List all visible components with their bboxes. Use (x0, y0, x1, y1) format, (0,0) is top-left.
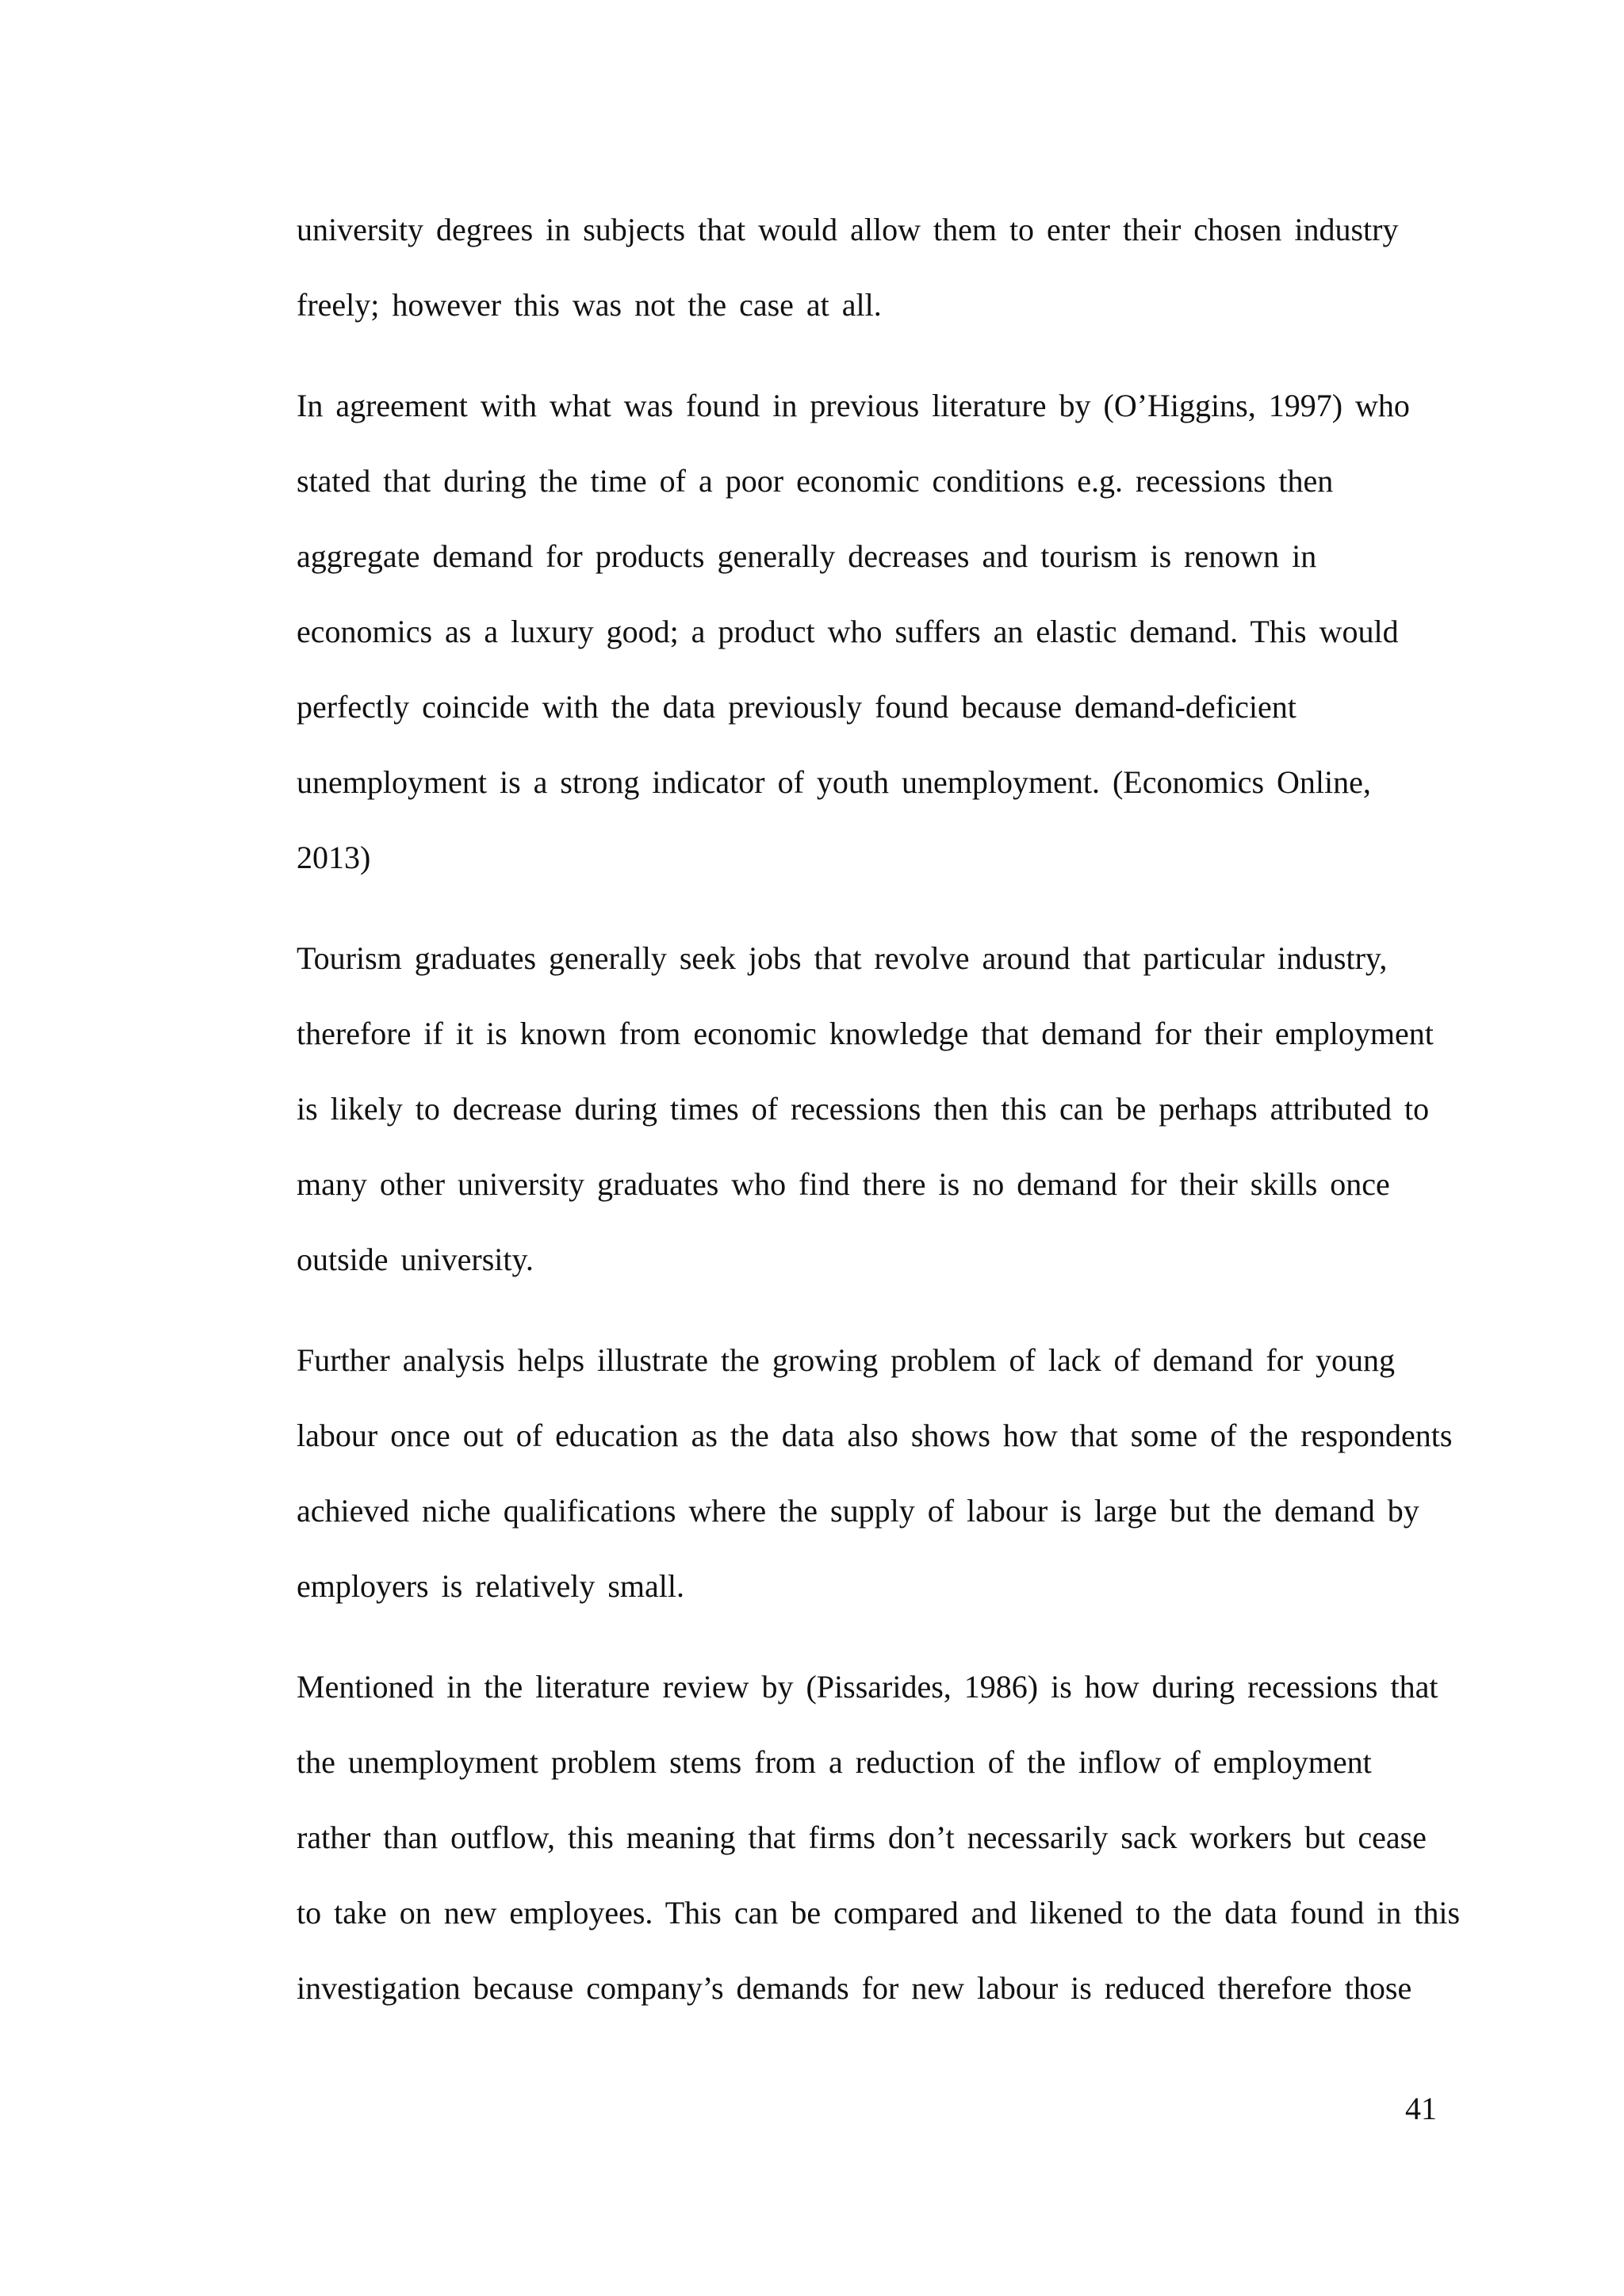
text-line: economics as a luxury good; a product who suffers an elastic demand. This would (297, 614, 1399, 649)
text-line: Further analysis helps illustrate the growing problem of lack of demand for young (297, 1342, 1396, 1378)
text-line: unemployment is a strong indicator of youth unemployment. (Economics Online, (297, 764, 1371, 800)
text-line: rather than outflow, this meaning that firms don’t necessarily sack workers but cease (297, 1820, 1427, 1855)
text-line: investigation because company’s demands for new labour is reduced therefore those (297, 1970, 1412, 2006)
body-text (297, 192, 1461, 2051)
paragraph-5 (297, 1649, 1461, 2026)
text-line: stated that during the time of a poor economic conditions e.g. recessions then (297, 463, 1334, 499)
text-line: the unemployment problem stems from a reduction of the inflow of employment (297, 1744, 1372, 1780)
text-line: therefore if it is known from economic knowledge that demand for their employment (297, 1016, 1434, 1051)
text-line: perfectly coincide with the data previously found because demand-deficient (297, 689, 1297, 725)
paragraph-3 (297, 920, 1438, 1297)
paragraph-2 (297, 368, 1438, 895)
text-line: In agreement with what was found in previous literature by (O’Higgins, 1997) who (297, 388, 1410, 423)
text-line: many other university graduates who find there is no demand for their skills once (297, 1166, 1390, 1202)
text-line: outside university. (297, 1242, 534, 1277)
paragraph-1 (297, 192, 1438, 342)
text-line: to take on new employees. This can be compared and likened to the data found in this (297, 1895, 1461, 1931)
text-line: achieved niche qualifications where the supply of labour is large but the demand by (297, 1493, 1419, 1529)
text-line: aggregate demand for products generally decreases and tourism is renown in (297, 538, 1317, 574)
text-line: is likely to decrease during times of recessions then this can be perhaps attributed to (297, 1091, 1430, 1127)
paragraph-4 (297, 1322, 1453, 1624)
text-line: employers is relatively small. (297, 1568, 684, 1604)
text-line: 2013) (297, 840, 371, 875)
text-line: labour once out of education as the data also shows how that some of the respondents (297, 1418, 1453, 1453)
page-number: 41 (1405, 2091, 1437, 2126)
text-line: Mentioned in the literature review by (Pissarides, 1986) is how during recessions that (297, 1669, 1438, 1705)
text-line: Tourism graduates generally seek jobs that revolve around that particular industry, (297, 940, 1388, 976)
text-line: university degrees in subjects that would allow them to enter their chosen industry (297, 212, 1399, 247)
text-line: freely; however this was not the case at all. (297, 287, 882, 323)
